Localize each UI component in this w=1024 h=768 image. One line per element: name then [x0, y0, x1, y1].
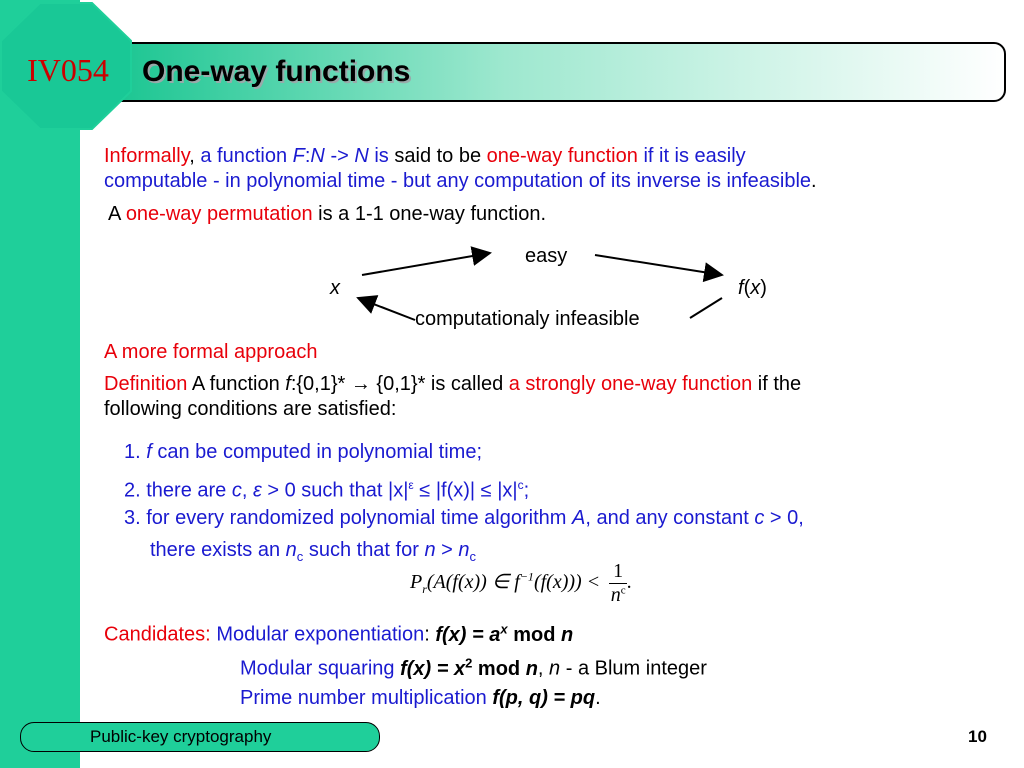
intro-said: said to be	[394, 145, 482, 167]
candidate-3: Prime number multiplication f(p, q) = pq.	[240, 687, 601, 709]
condition-2: 2. there are c, ε > 0 such that $|x|^\varepsilon \le |f(x)| \le |x|^c$;	[124, 478, 530, 502]
definition-line-1	[104, 372, 801, 396]
c3-num: 3.	[124, 507, 141, 529]
intro-A: A	[108, 203, 121, 225]
diagram-easy: easy	[525, 245, 568, 267]
c3-mid: , and any constant	[585, 507, 749, 529]
c2-sup1: ε	[408, 478, 414, 492]
c2-text: there are	[146, 479, 227, 502]
c1-f: f	[146, 441, 152, 463]
formal-heading: A more formal approach	[104, 341, 318, 363]
arrow-infeasible-to-x	[358, 298, 415, 320]
probability-formula	[410, 560, 632, 607]
formula-fraction	[609, 560, 627, 607]
intro-owp-rest: is a 1-1 one-way function.	[318, 203, 547, 225]
intro-N1: N	[310, 145, 325, 167]
definition-f: f	[285, 373, 291, 395]
condition-1	[124, 440, 482, 464]
c3-n: n	[285, 539, 297, 561]
c2-mid: ≤ |f(x)| ≤ |x|	[413, 479, 518, 502]
c3-end: > 0,	[769, 507, 804, 529]
diagram-fx: f(x)	[738, 277, 767, 299]
formula-den: n	[610, 584, 621, 606]
definition-text: A function	[191, 373, 280, 395]
c2-eps: ε	[253, 479, 262, 502]
candidate-2: Modular squaring $f(x) = x^2$ mod n, n - a Blum integer	[240, 655, 707, 680]
c3-c: c	[754, 507, 765, 529]
definition-strong: a strongly one-way function	[508, 373, 753, 395]
formula-period: .	[627, 571, 633, 594]
diagram-x-text: x	[330, 277, 340, 299]
candidate-1-n: n	[560, 623, 574, 646]
candidate-1: Candidates: Modular exponentiation: $f(x) = a^x$ mod n	[104, 621, 574, 646]
c2-num: 2.	[124, 479, 141, 502]
page-number: 10	[968, 727, 987, 746]
formula-body2: (f(x))) <	[533, 571, 601, 594]
intro-arrow: ->	[330, 145, 349, 167]
arrow-fx-to-infeasible	[690, 298, 722, 318]
formula-P: P	[410, 571, 423, 594]
intro-owf: one-way function	[486, 145, 638, 167]
definition-label: Definition	[104, 373, 188, 395]
candidate-3-formula: f(p, q) = pq	[492, 687, 596, 709]
candidate-2-n: n	[525, 657, 538, 680]
formula-body: (A(f(x)) ∈ f	[426, 571, 520, 594]
candidate-2-rest-n: n	[549, 657, 561, 680]
c1-num: 1.	[124, 441, 141, 463]
condition-3	[124, 506, 804, 530]
candidates-label: Candidates:	[104, 623, 211, 646]
candidate-1-sup: x	[500, 621, 508, 636]
diagram-f: f	[738, 277, 744, 299]
candidate-2-name: Modular squaring	[240, 657, 395, 680]
diagram-infeasible: computationaly infeasible	[415, 308, 640, 330]
intro-F: F	[292, 145, 305, 167]
informally-text: Informally	[104, 145, 190, 167]
c1-text: can be computed in polynomial time;	[157, 441, 482, 463]
candidate-3-name: Prime number multiplication	[240, 687, 487, 709]
arrow-x-to-easy	[362, 253, 490, 275]
candidate-2-rest: - a Blum integer	[565, 657, 707, 680]
formula-inv: −1	[519, 569, 534, 584]
formula-den-sup: c	[620, 584, 626, 597]
formula-num: 1	[609, 560, 627, 584]
intro-text: a function	[200, 145, 288, 167]
intro-owp: one-way permutation	[125, 203, 313, 225]
arrow-easy-to-fx	[595, 255, 722, 275]
candidate-2-mod: mod	[477, 657, 521, 680]
c3-line2b: such that for	[308, 539, 419, 561]
course-code: IV054	[27, 52, 109, 88]
c2-c: c	[231, 479, 242, 502]
candidate-2-formula: f(x) = x	[400, 657, 466, 680]
c2-sup2: c	[517, 478, 524, 492]
intro-line2-text: computable - in polynomial time - but any computation of its inverse is infeasible	[104, 170, 812, 192]
candidate-1-mod: mod	[513, 623, 556, 646]
page-title: One-way functions	[142, 55, 411, 88]
c3-sub: c	[296, 549, 304, 564]
c3-n3: n	[458, 539, 470, 561]
c3-text: for every randomized polynomial time algorithm	[146, 507, 567, 529]
definition-line-2: following conditions are satisfied:	[104, 398, 397, 420]
intro-easily: if it is easily	[643, 145, 746, 167]
c3-gt: >	[441, 539, 453, 561]
definition-if: if the	[757, 373, 802, 395]
diagram-fx-x: x	[750, 277, 761, 299]
c3-n2: n	[424, 539, 436, 561]
c2-end: ;	[523, 479, 530, 502]
definition-map: :{0,1}* → {0,1}* is called	[290, 373, 504, 395]
intro-is: is	[374, 145, 389, 167]
c3-sub2: c	[469, 549, 477, 564]
candidate-1-name: Modular exponentiation	[216, 623, 425, 646]
intro-line-2: computable - in polynomial time - but any computation of its inverse is infeasible.	[104, 170, 817, 192]
candidate-1-formula: f(x) = a	[435, 623, 501, 646]
c2-rest: > 0 such that |x|	[267, 479, 409, 502]
c3-A: A	[572, 507, 586, 529]
footer-label: Public-key cryptography	[90, 727, 272, 746]
intro-line-1: Informally, a function F:N -> N is said to be one-way function if it is easily	[104, 145, 746, 167]
candidate-2-sup: 2	[465, 655, 473, 670]
intro-N2: N	[354, 145, 369, 167]
c3-line2a: there exists an	[150, 539, 281, 561]
formula-r: r	[422, 582, 427, 597]
